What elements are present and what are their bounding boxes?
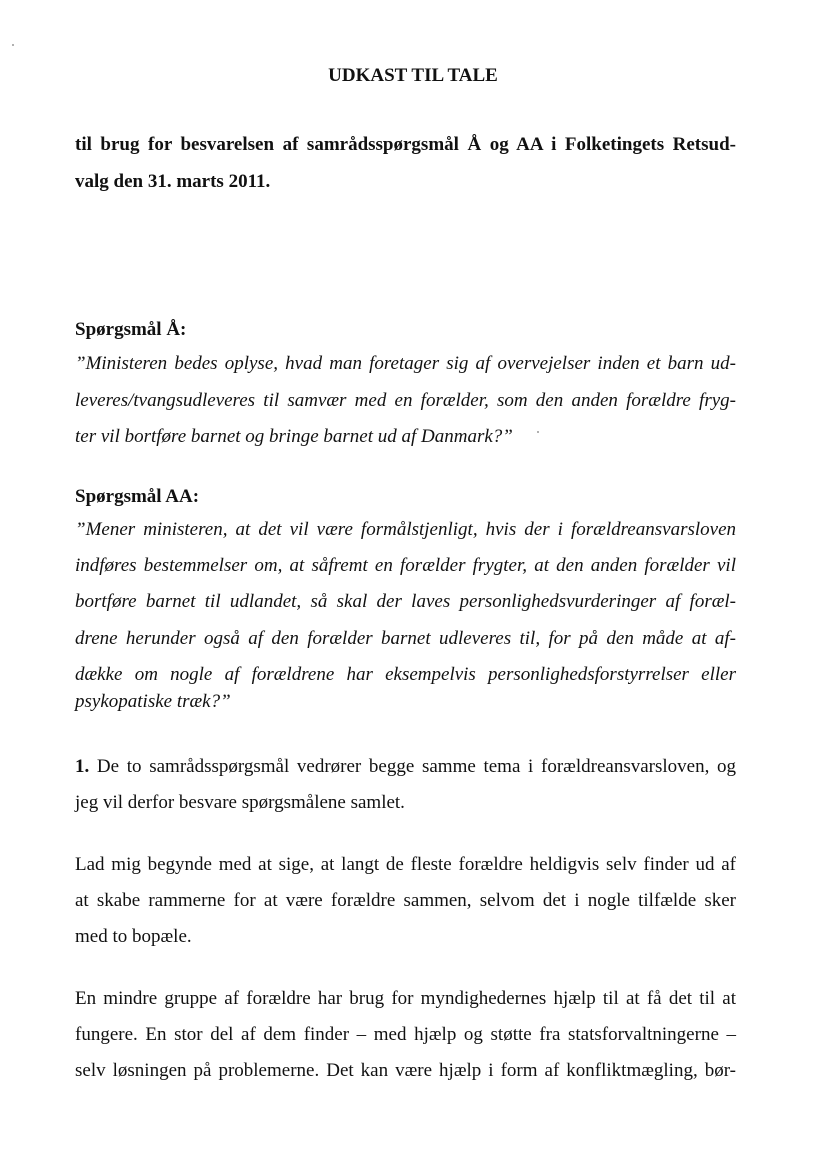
paragraph-1-line-1 [75, 755, 736, 779]
question-aa-heading: Spørgsmål AA: [75, 486, 200, 507]
question-aa-line-3: bortføre barnet til udlandet, så skal der laves personlighedsvurderinger af foræl- [75, 591, 736, 612]
paragraph-3-line-1: En mindre gruppe af forældre har brug for myndighedernes hjælp til at få det til at [75, 988, 736, 1009]
scan-speck [12, 44, 14, 46]
subtitle-line-1: til brug for besvarelsen af samrådsspørgsmål Å og AA i Folketingets Retsud- [75, 134, 736, 155]
paragraph-1-line-2: jeg vil derfor besvare spørgsmålene samlet. [75, 792, 405, 813]
question-a-line-3: ter vil bortføre barnet og bringe barnet ud af Danmark?” [75, 426, 513, 447]
paragraph-1-text: De to samrådsspørgsmål vedrører begge samme tema i forældreansvarsloven, og [89, 756, 736, 777]
subtitle-line-2: valg den 31. marts 2011. [75, 171, 271, 192]
question-aa-line-6: psykopatiske træk?” [75, 691, 231, 712]
document-title: UDKAST TIL TALE [328, 65, 498, 86]
paragraph-2-line-1: Lad mig begynde med at sige, at langt de fleste forældre heldigvis selv finder ud af [75, 854, 736, 875]
question-a-line-1: ”Ministeren bedes oplyse, hvad man foretager sig af overvejelser inden et barn ud- [75, 353, 736, 374]
scan-speck [537, 431, 539, 433]
paragraph-2-line-2: at skabe rammerne for at være forældre sammen, selvom det i nogle tilfælde sker [75, 890, 736, 911]
paragraph-1-number: 1. [75, 756, 90, 777]
question-a-line-2: leveres/tvangsudleveres til samvær med en forælder, som den anden forældre fryg- [75, 390, 736, 411]
paragraph-2-line-3: med to bopæle. [75, 926, 192, 947]
paragraph-3-line-3: selv løsningen på problemerne. Det kan være hjælp i form af konfliktmægling, bør- [75, 1060, 736, 1081]
paragraph-3-line-2: fungere. En stor del af dem finder – med hjælp og støtte fra statsforvaltningerne – [75, 1024, 736, 1045]
question-aa-line-1: ”Mener ministeren, at det vil være formålstjenligt, hvis der i forældreansvarsloven [75, 519, 736, 540]
question-aa-line-2: indføres bestemmelser om, at såfremt en forælder frygter, at den anden forælder vil [75, 555, 736, 576]
question-a-heading: Spørgsmål Å: [75, 319, 187, 340]
question-aa-line-4: drene herunder også af den forælder barnet udleveres til, for på den måde at af- [75, 628, 736, 649]
question-aa-line-5: dække om nogle af forældrene har eksempelvis personlighedsforstyrrelser eller [75, 664, 736, 685]
